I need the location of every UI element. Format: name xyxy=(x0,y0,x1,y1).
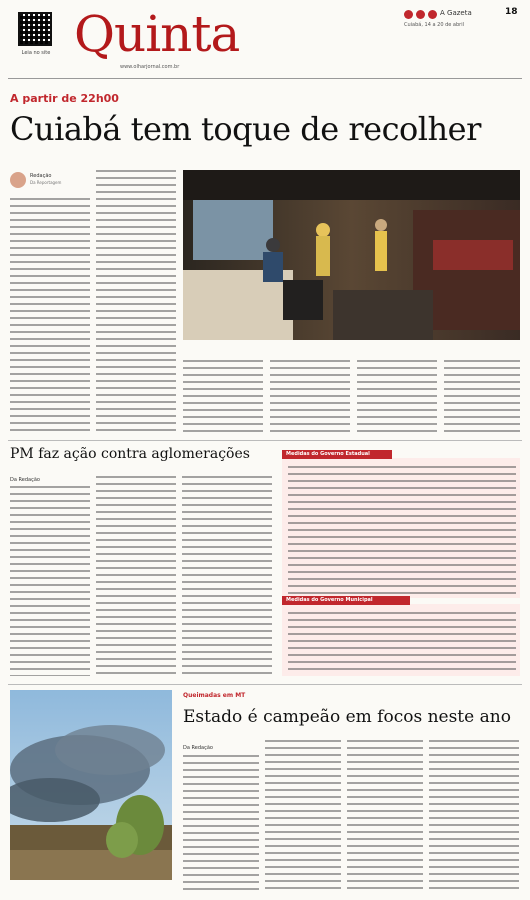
lead-column-6 xyxy=(444,360,520,436)
story3-column-1 xyxy=(183,755,259,893)
byline-role: Da Reportagem xyxy=(30,180,62,185)
story3-column-4 xyxy=(429,740,519,893)
qr-code-icon xyxy=(18,12,52,46)
brand-dots-icon xyxy=(404,10,437,19)
avatar xyxy=(10,172,26,188)
story3-byline: Da Redação xyxy=(183,745,213,751)
lead-column-2 xyxy=(96,170,176,436)
story2-column-3 xyxy=(182,476,272,676)
story2-headline: PM faz ação contra aglomerações xyxy=(10,446,250,462)
qr-caption: Leia no site xyxy=(21,50,51,56)
lead-column-4 xyxy=(270,360,350,436)
story3-column-2 xyxy=(265,740,341,893)
page-number: 18 xyxy=(505,7,518,17)
story3-headline: Estado é campeão em focos neste ano xyxy=(183,707,511,727)
lead-byline xyxy=(10,170,90,190)
lead-column-1 xyxy=(10,198,90,436)
divider xyxy=(8,440,522,441)
story2-column-1 xyxy=(10,486,90,676)
sidebar-list-city xyxy=(288,612,516,672)
story2-byline: Da Redação xyxy=(10,477,40,483)
masthead xyxy=(0,0,530,78)
date-line: Cuiabá, 14 a 20 de abril xyxy=(404,22,464,28)
divider xyxy=(8,78,522,79)
sidebar-list-state xyxy=(288,466,516,594)
story3-column-3 xyxy=(347,740,423,893)
story2-column-2 xyxy=(96,476,176,676)
divider xyxy=(8,684,522,685)
byline-name: Redação xyxy=(30,173,52,179)
lead-column-3 xyxy=(183,360,263,436)
story3-kicker: Queimadas em MT xyxy=(183,692,246,699)
masthead-subtitle: www.olharjornal.com.br xyxy=(120,64,180,70)
lead-kicker: A partir de 22h00 xyxy=(10,92,119,105)
lead-photo xyxy=(183,170,520,340)
brand-name: A Gazeta xyxy=(440,9,472,17)
section-title: Quinta xyxy=(74,5,240,63)
fire-photo xyxy=(10,690,172,880)
lead-headline: Cuiabá tem toque de recolher xyxy=(10,110,481,148)
sidebar-title-state: Medidas do Governo Estadual xyxy=(282,450,392,459)
lead-column-5 xyxy=(357,360,437,436)
sidebar-title-city: Medidas do Governo Municipal xyxy=(282,596,410,605)
